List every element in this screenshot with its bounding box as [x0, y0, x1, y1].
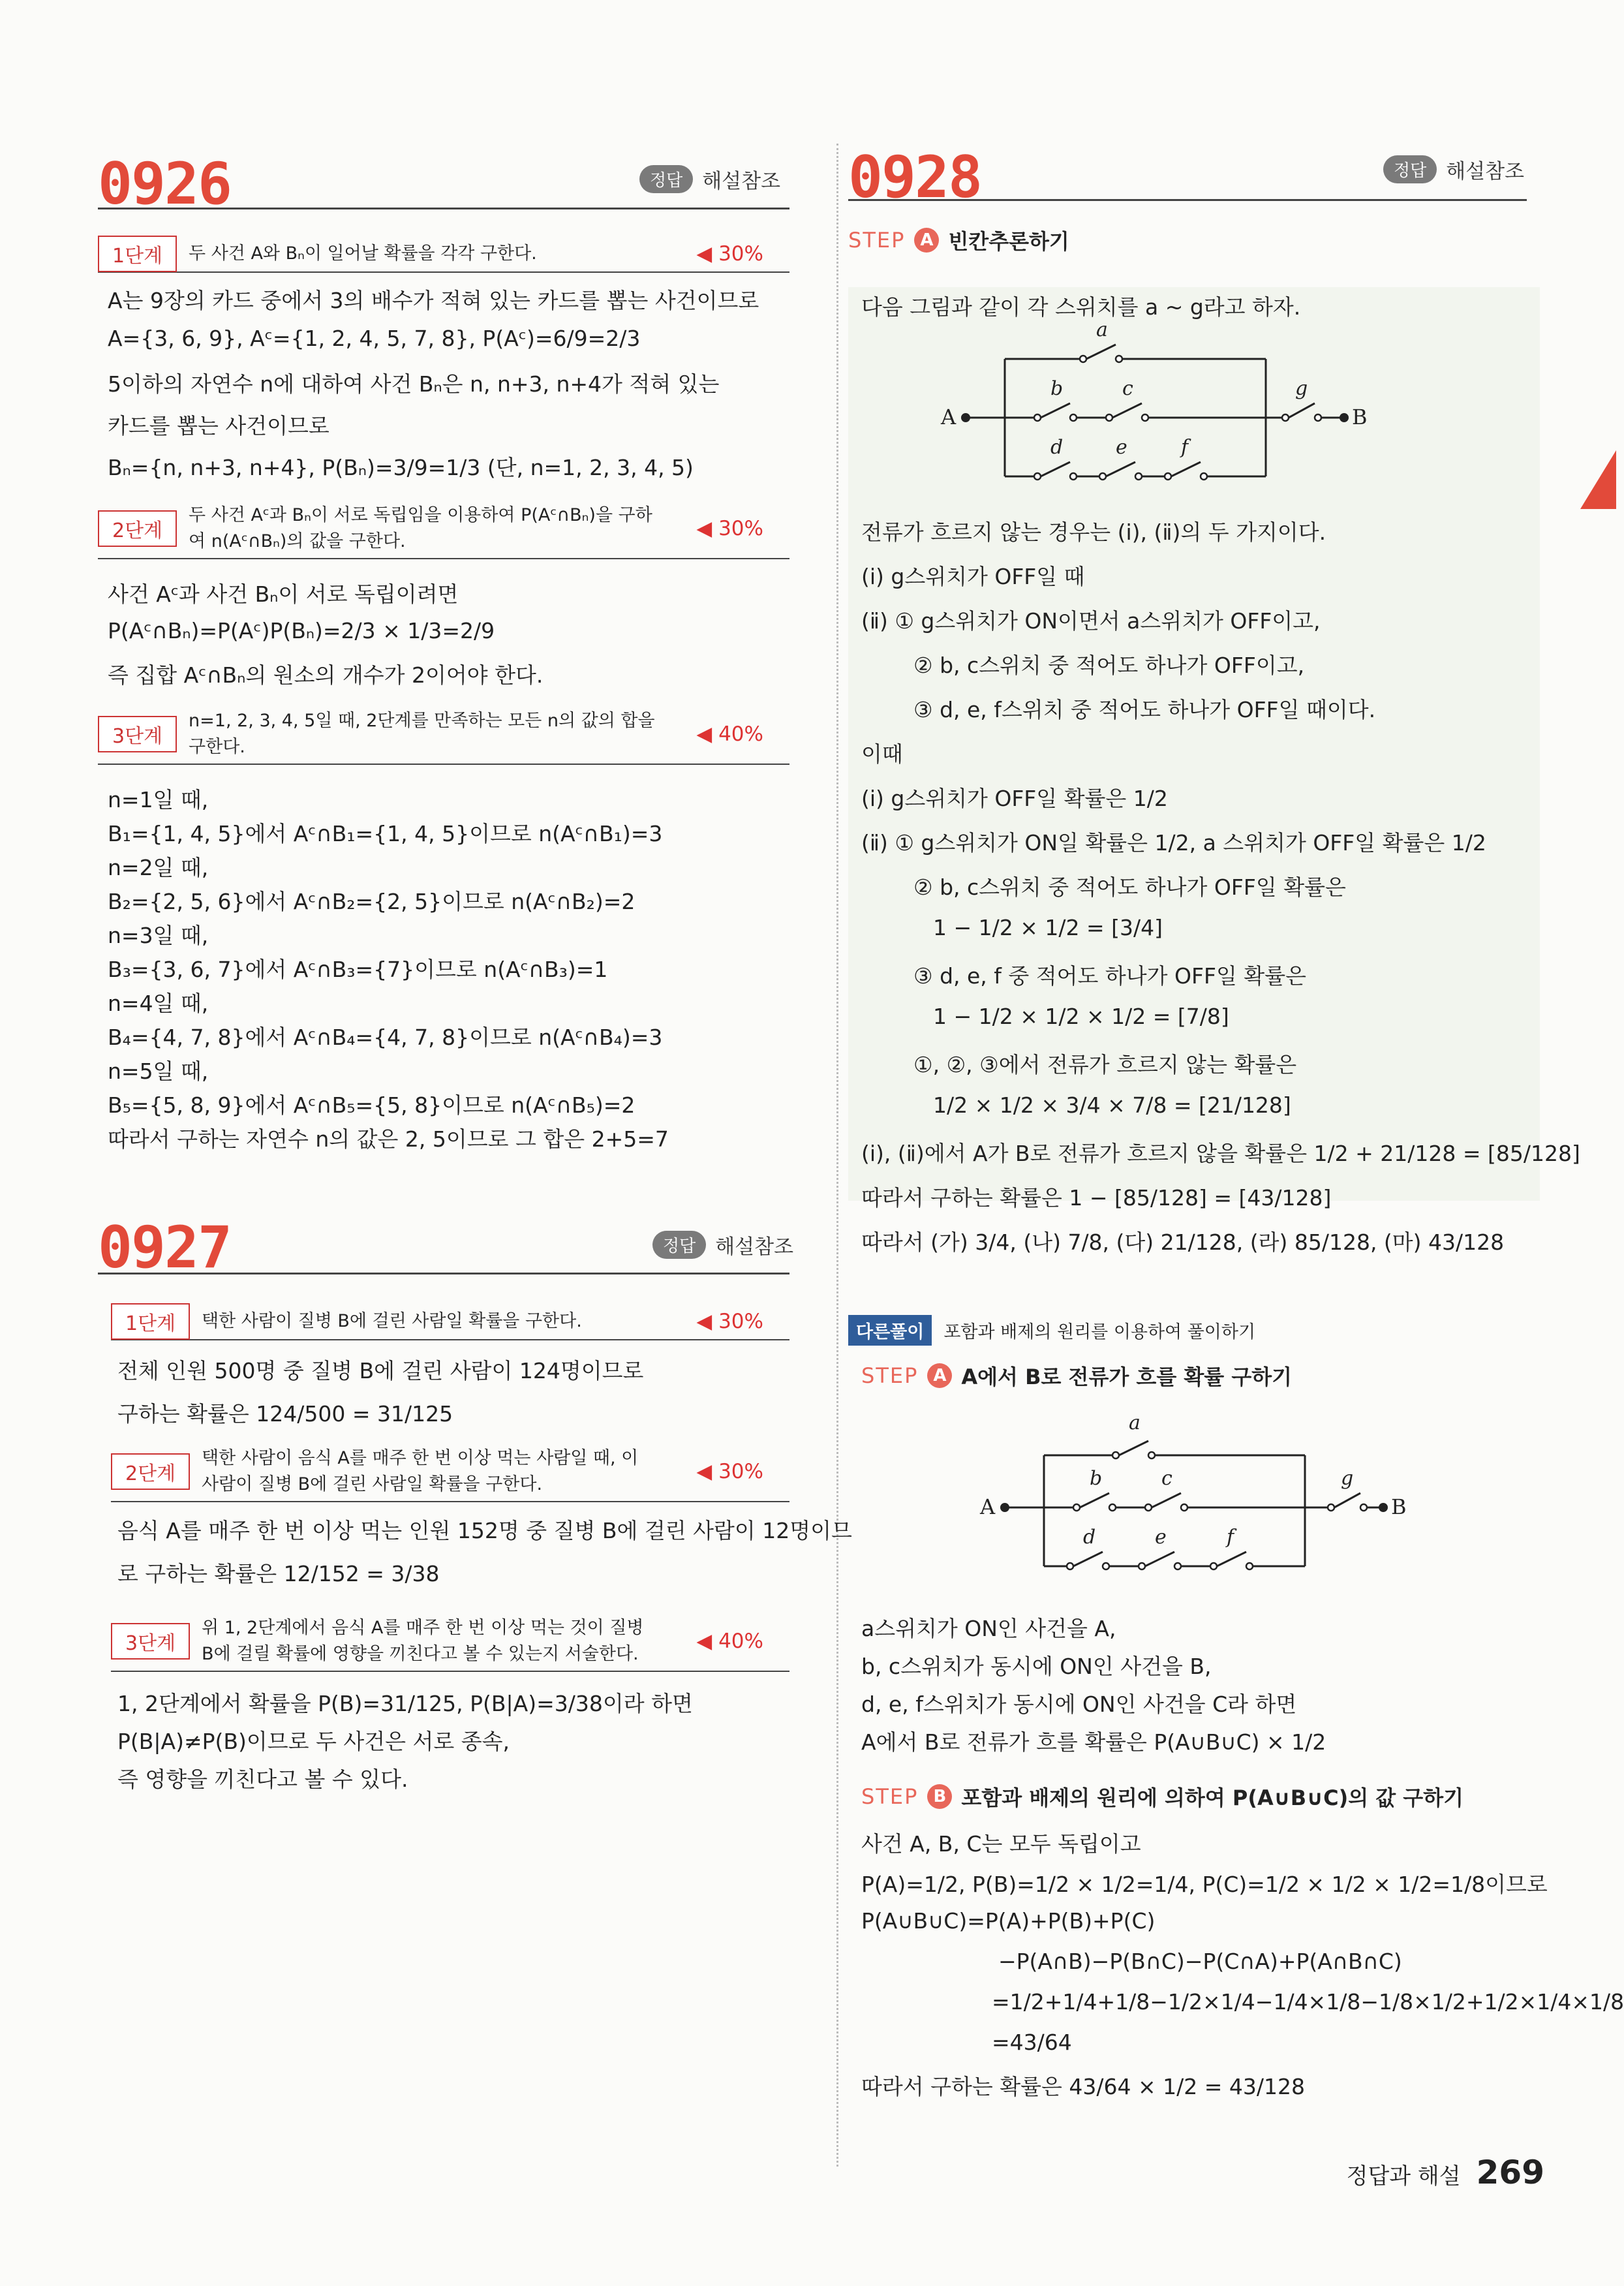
text-line: n=5일 때,	[108, 1058, 209, 1084]
switch-label-a: a	[1096, 318, 1108, 341]
step-title: 빈칸추론하기	[948, 229, 1069, 254]
answer-label	[639, 164, 780, 194]
switch-label-e: e	[1116, 436, 1127, 459]
circuit-diagram-2	[980, 1410, 1407, 1579]
text-line: ③ d, e, f 중 적어도 하나가 OFF일 확률은	[913, 963, 1306, 989]
text-line: A에서 B로 전류가 흐를 확률은 P(A∪B∪C) × 1/2	[861, 1729, 1326, 1755]
step-circle: B	[927, 1784, 952, 1809]
circuit-diagram-1	[941, 318, 1368, 489]
step-word: STEP	[861, 1363, 919, 1388]
node-label-a: A	[941, 405, 957, 429]
footer-text: 정답과 해설	[1346, 2163, 1461, 2189]
step-2-box	[111, 1442, 789, 1502]
switch-label-c: c	[1122, 377, 1133, 400]
alt-text: 포함과 배제의 원리를 이용하여 풀이하기	[943, 1322, 1256, 1342]
switch-label-b: b	[1050, 377, 1064, 400]
text-line: A는 9장의 카드 중에서 3의 배수가 적혀 있는 카드를 뽑는 사건이므로	[108, 288, 759, 313]
step-a-heading	[848, 225, 1069, 255]
text-line: 카드를 뽑는 사건이므로	[108, 413, 329, 439]
step-3-box	[98, 705, 789, 765]
intro-text: 다음 그림과 같이 각 스위치를 a ~ g라고 하자.	[861, 294, 1301, 320]
text-line: b, c스위치가 동시에 ON인 사건을 B,	[861, 1654, 1212, 1679]
answer-text: 해설참조	[1446, 160, 1525, 183]
text-line: A={3, 6, 9}, Aᶜ={1, 2, 4, 5, 7, 8}, P(Aᶜ)=6/9=2/3	[108, 326, 641, 351]
text-line: 따라서 (가) 3/4, (나) 7/8, (다) 21/128, (라) 85/128, (마) 43/128	[861, 1229, 1505, 1255]
step-label: 2단계	[111, 1453, 190, 1490]
answer-tag: 정답	[1383, 155, 1437, 183]
step-label: 1단계	[111, 1303, 190, 1340]
text-line: ①, ②, ③에서 전류가 흐르지 않는 확률은	[913, 1052, 1297, 1077]
step-circle: A	[914, 228, 939, 253]
text-line: =43/64	[992, 2030, 1072, 2055]
text-line: n=1일 때,	[108, 787, 209, 812]
answer-label	[652, 1230, 793, 1259]
text-line: =1/2+1/4+1/8−1/2×1/4−1/4×1/8−1/8×1/2+1/2×1/4×1/8	[992, 1989, 1624, 2015]
text-line: ③ d, e, f스위치 중 적어도 하나가 OFF일 때이다.	[913, 697, 1376, 722]
text-line: B₁={1, 4, 5}에서 Aᶜ∩B₁={1, 4, 5}이므로 n(Aᶜ∩B₁)=3	[108, 821, 663, 846]
text-line: ② b, c스위치 중 적어도 하나가 OFF이고,	[913, 653, 1305, 678]
text-line: 5이하의 자연수 n에 대하여 사건 Bₙ은 n, n+3, n+4가 적혀 있는	[108, 371, 720, 397]
text-line: (ⅰ), (ⅱ)에서 A가 B로 전류가 흐르지 않을 확률은 1/2 + 21/128 = [85/128]	[861, 1141, 1580, 1166]
step-title: 포함과 배제의 원리에 의하여 P(A∪B∪C)의 값 구하기	[961, 1785, 1464, 1810]
step-label: 3단계	[98, 716, 177, 752]
text-line: 전체 인원 500명 중 질병 B에 걸린 사람이 124명이므로	[117, 1358, 644, 1383]
problem-number-0928: 0928	[848, 144, 981, 211]
text-line: 따라서 구하는 확률은 43/64 × 1/2 = 43/128	[861, 2074, 1305, 2099]
text-line: 1 − 1/2 × 1/2 × 1/2 = [7/8]	[933, 1004, 1229, 1029]
step-percent: ◀ 40%	[696, 1630, 763, 1653]
page-number: 269	[1476, 2154, 1544, 2191]
node-label-b: B	[1352, 405, 1368, 429]
step-text: n=1, 2, 3, 4, 5일 때, 2단계를 만족하는 모든 n의 값의 합을 구한다.	[189, 711, 655, 757]
step-label: 3단계	[111, 1623, 190, 1660]
alt-step-b-heading	[861, 1782, 1463, 1812]
switch-label-f: f	[1181, 436, 1189, 459]
text-line: 즉 집합 Aᶜ∩Bₙ의 원소의 개수가 2이어야 한다.	[108, 662, 544, 688]
text-line: B₄={4, 7, 8}에서 Aᶜ∩B₄={4, 7, 8}이므로 n(Aᶜ∩B₄)=3	[108, 1025, 663, 1050]
step-3-box	[111, 1612, 789, 1672]
step-percent: ◀ 30%	[696, 1310, 763, 1333]
text-line: (ⅰ) g스위치가 OFF일 때	[861, 564, 1085, 589]
text-line: P(A)=1/2, P(B)=1/2 × 1/2=1/4, P(C)=1/2 × 1/2 × 1/2=1/8이므로	[861, 1872, 1548, 1897]
text-line: 사건 Aᶜ과 사건 Bₙ이 서로 독립이려면	[108, 581, 459, 607]
step-title: A에서 B로 전류가 흐를 확률 구하기	[961, 1365, 1293, 1389]
text-line: P(A∪B∪C)=P(A)+P(B)+P(C)	[861, 1908, 1156, 1934]
step-percent: ◀ 30%	[696, 1460, 763, 1483]
step-label: 2단계	[98, 510, 177, 547]
answer-text: 해설참조	[702, 170, 781, 193]
node-label-a: A	[980, 1494, 996, 1519]
step-label: 1단계	[98, 236, 177, 272]
text-line: 1, 2단계에서 확률을 P(B)=31/125, P(B|A)=3/38이라 하면	[117, 1691, 693, 1716]
switch-label-d: d	[1050, 436, 1064, 459]
text-line: n=4일 때,	[108, 991, 209, 1016]
step-word: STEP	[848, 228, 906, 253]
text-line: 1 − 1/2 × 1/2 = [3/4]	[933, 915, 1163, 940]
text-line: a스위치가 ON인 사건을 A,	[861, 1616, 1116, 1641]
step-1-box	[98, 236, 789, 273]
title-rule	[98, 1273, 789, 1274]
answer-text: 해설참조	[715, 1235, 794, 1259]
node-label-b: B	[1391, 1494, 1407, 1519]
step-word: STEP	[861, 1784, 919, 1809]
answer-tag: 정답	[652, 1231, 706, 1259]
text-line: 이때	[861, 741, 903, 767]
text-line: P(B|A)≠P(B)이므로 두 사건은 서로 종속,	[117, 1729, 510, 1754]
text-line: B₅={5, 8, 9}에서 Aᶜ∩B₅={5, 8}이므로 n(Aᶜ∩B₅)=2	[108, 1092, 636, 1118]
switch-label-e: e	[1155, 1526, 1167, 1549]
step-circle: A	[927, 1363, 952, 1388]
text-line: 전류가 흐르지 않는 경우는 (ⅰ), (ⅱ)의 두 가지이다.	[861, 519, 1326, 545]
text-line: (ⅱ) ① g스위치가 ON일 확률은 1/2, a 스위치가 OFF일 확률은 1/2	[861, 830, 1486, 856]
step-text: 택한 사람이 질병 B에 걸린 사람일 확률을 구한다.	[202, 1311, 582, 1331]
step-1-box	[111, 1304, 789, 1340]
page-footer	[1347, 2154, 1544, 2191]
text-line: P(Aᶜ∩Bₙ)=P(Aᶜ)P(Bₙ)=2/3 × 1/3=2/9	[108, 618, 495, 643]
switch-label-b: b	[1090, 1467, 1103, 1490]
step-text: 택한 사람이 음식 A를 매주 한 번 이상 먹는 사람일 때, 이 사람이 질병 B에 걸린 사람일 확률을 구한다.	[202, 1448, 639, 1494]
problem-number-0927: 0927	[98, 1214, 231, 1281]
text-line: 음식 A를 매주 한 번 이상 먹는 인원 152명 중 질병 B에 걸린 사람이 12명이므	[117, 1518, 852, 1543]
text-line: ② b, c스위치 중 적어도 하나가 OFF일 확률은	[913, 874, 1346, 900]
title-rule	[98, 208, 789, 209]
step-text: 두 사건 Aᶜ과 Bₙ이 서로 독립임을 이용하여 P(Aᶜ∩Bₙ)을 구하여 n(Aᶜ∩Bₙ)의 값을 구한다.	[189, 505, 652, 551]
step-2-box	[98, 499, 789, 559]
text-line: 구하는 확률은 124/500 = 31/125	[117, 1401, 453, 1427]
column-divider	[836, 144, 838, 2167]
text-line: n=3일 때,	[108, 923, 209, 948]
text-line: B₃={3, 6, 7}에서 Aᶜ∩B₃={7}이므로 n(Aᶜ∩B₃)=1	[108, 957, 608, 982]
text-line: 즉 영향을 끼친다고 볼 수 있다.	[117, 1767, 408, 1792]
text-line: 따라서 구하는 확률은 1 − [85/128] = [43/128]	[861, 1185, 1332, 1211]
text-line: 따라서 구하는 자연수 n의 값은 2, 5이므로 그 합은 2+5=7	[108, 1126, 669, 1152]
answer-label	[1383, 155, 1524, 184]
alt-step-a-heading	[861, 1361, 1292, 1391]
step-percent: ◀ 30%	[696, 242, 763, 266]
switch-label-f: f	[1227, 1526, 1234, 1549]
alt-solution-header	[848, 1315, 1255, 1346]
step-percent: ◀ 40%	[696, 722, 763, 746]
step-text: 위 1, 2단계에서 음식 A를 매주 한 번 이상 먹는 것이 질병 B에 걸릴 확률에 영향을 끼친다고 볼 수 있는지 서술한다.	[202, 1618, 644, 1664]
problem-number-0926: 0926	[98, 150, 231, 217]
text-line: Bₙ={n, n+3, n+4}, P(Bₙ)=3/9=1/3 (단, n=1, 2, 3, 4, 5)	[108, 455, 694, 480]
answer-tag: 정답	[639, 165, 693, 193]
step-text: 두 사건 A와 Bₙ이 일어날 확률을 각각 구한다.	[189, 243, 537, 264]
switch-label-g: g	[1341, 1467, 1354, 1490]
switch-label-d: d	[1083, 1526, 1096, 1549]
alt-tag: 다른풀이	[848, 1315, 932, 1346]
text-line: (ⅱ) ① g스위치가 ON이면서 a스위치가 OFF이고,	[861, 608, 1321, 634]
step-percent: ◀ 30%	[696, 517, 763, 540]
text-line: 로 구하는 확률은 12/152 = 3/38	[117, 1561, 440, 1586]
text-line: (ⅰ) g스위치가 OFF일 확률은 1/2	[861, 786, 1168, 811]
text-line: 사건 A, B, C는 모두 독립이고	[861, 1831, 1141, 1857]
text-line: d, e, f스위치가 동시에 ON인 사건을 C라 하면	[861, 1691, 1297, 1717]
text-line: B₂={2, 5, 6}에서 Aᶜ∩B₂={2, 5}이므로 n(Aᶜ∩B₂)=2	[108, 889, 636, 914]
switch-label-c: c	[1161, 1467, 1172, 1490]
switch-label-g: g	[1295, 377, 1308, 400]
page-edge-tab	[1580, 450, 1616, 509]
switch-label-a: a	[1129, 1412, 1141, 1434]
text-line: 1/2 × 1/2 × 3/4 × 7/8 = [21/128]	[933, 1092, 1291, 1118]
title-rule	[848, 199, 1527, 201]
text-line: n=2일 때,	[108, 855, 209, 880]
text-line: −P(A∩B)−P(B∩C)−P(C∩A)+P(A∩B∩C)	[998, 1949, 1402, 1974]
